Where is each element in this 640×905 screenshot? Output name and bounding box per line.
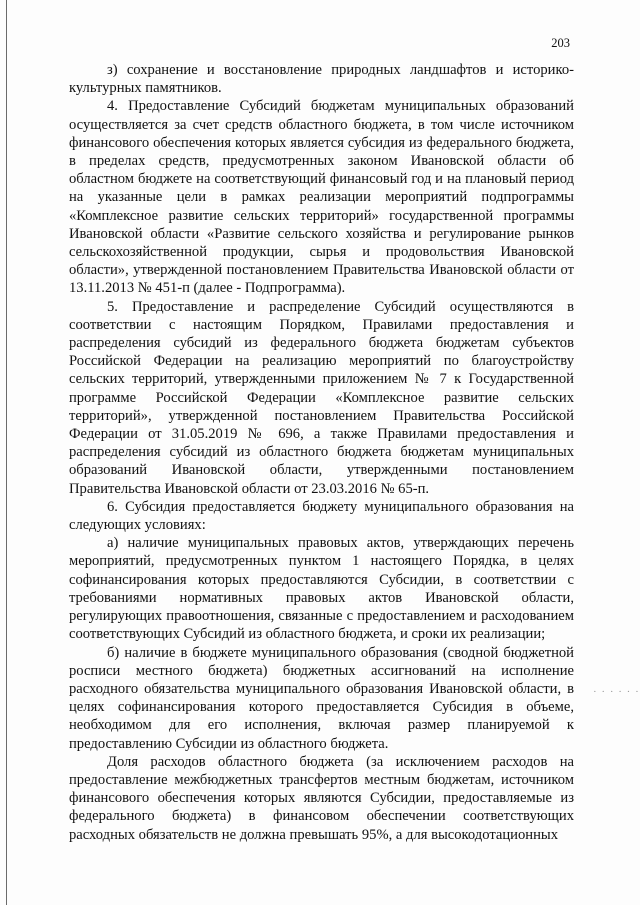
paragraph-6-a: а) наличие муниципальных правовых актов, утверждающих перечень мероприятий, предусмотренных пунктом 1 настоящего Порядка, в целях софинансирования которых предоставляются Субсидии, в соответствии с требованиями нормативных правовых актов Ивановской области, регулирующих правоотношения, связанные с предоставлением и расходованием соответствующих Субсидий из областного бюджета, и сроки их реализации; xyxy=(69,535,574,643)
document-body xyxy=(69,61,574,844)
paragraph-6-b: б) наличие в бюджете муниципального образования (сводной бюджетной росписи местного бюджета) бюджетных ассигнований на исполнение расходного обязательства муниципального образования Ивановской области, в целях софинансирования которого предоставляется Субсидия в объеме, необходимом для его исполнения, включая размер планируемой к предоставлению Субсидии из областного бюджета. xyxy=(69,644,574,752)
scan-left-edge xyxy=(6,0,7,905)
paragraph-5: 5. Предоставление и распределение Субсидий осуществляются в соответствии с настоящим Порядком, Правилами предоставления и распределения субсидий из федерального бюджета бюджетам субъектов Российской Федерации на реализацию мероприятий по благоустройству сельских территорий, утвержденными приложением № 7 к Государственной программе Российской Федерации «Комплексное развитие сельских территорий», утвержденной постановлением Правительства Российской Федерации от 31.05.2019 № 696, а также Правилами предоставления и распределения субсидий из областного бюджета бюджетам муниципальных образований Ивановской области, утвержденными постановлением Правительства Ивановской области от 23.03.2016 № 65-п. xyxy=(69,298,574,497)
paragraph-4: 4. Предоставление Субсидий бюджетам муниципальных образований осуществляется за счет средств областного бюджета, в том числе источником финансового обеспечения которых является субсидия из федерального бюджета, в пределах средств, предусмотренных законом Ивановской области об областном бюджете на соответствующий финансовый год и на плановый период на указанные цели в рамках реализации мероприятий подпрограммы «Комплексное развитие сельских территорий» государственной программы Ивановской области «Развитие сельского хозяйства и регулирование рынков сельскохозяйственной продукции, сырья и продовольствия Ивановской области», утвержденной постановлением Правительства Ивановской области от 13.11.2013 № 451-п (далее - Подпрограмма). xyxy=(69,98,574,297)
page-number: 203 xyxy=(551,36,570,50)
paragraph-budget-share: Доля расходов областного бюджета (за исключением расходов на предоставление межбюджетных трансфертов местным бюджетам, источником финансового обеспечения которых являются Субсидии, предоставляемые из федерального бюджета) в финансовом обеспечении соответствующих расходных обязательств не должна превышать 95%, а для высокодотационных xyxy=(69,753,574,843)
margin-mark: · · · · · · xyxy=(593,686,640,698)
paragraph-item-z: з) сохранение и восстановление природных ландшафтов и историко-культурных памятников. xyxy=(69,62,574,97)
paragraph-6: 6. Субсидия предоставляется бюджету муниципального образования на следующих условиях: xyxy=(69,498,574,534)
